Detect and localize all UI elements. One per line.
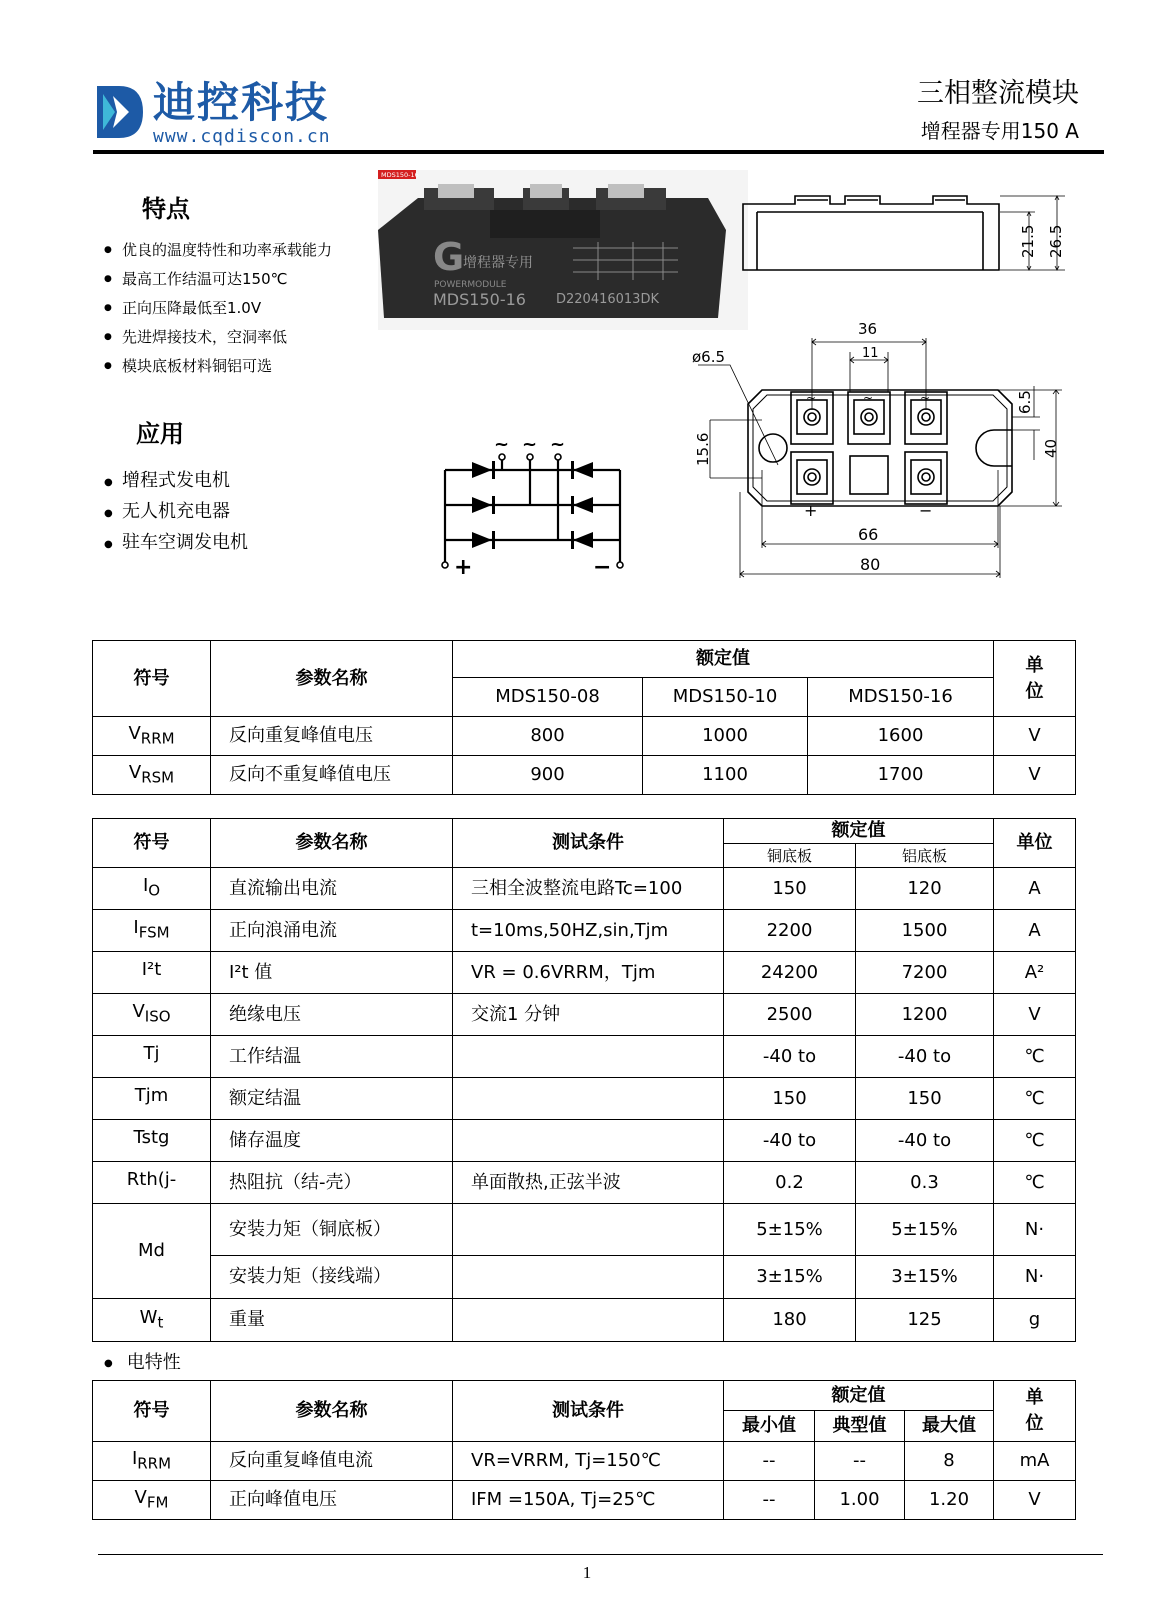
param-cell: 热阻抗（结-壳） [211,1162,453,1204]
value-cell: -- [724,1442,815,1481]
logo-url: www.cqdiscon.cn [153,126,331,147]
header-typ: 典型值 [815,1411,905,1442]
logo-mark-icon [95,82,145,142]
header-rated: 额定值 [453,641,994,678]
unit-cell: V [994,756,1076,795]
condition-cell [453,1036,724,1078]
unit-cell: A [994,910,1076,952]
value-cell: 5±15% [724,1204,856,1256]
rectifier-schematic [430,435,635,580]
param-cell: 重量 [211,1299,453,1342]
document-subtitle: 增程器专用150 A [920,119,1079,143]
value-cell: 0.2 [724,1162,856,1204]
param-cell: 安装力矩（铜底板） [211,1204,453,1256]
value-cell: 1500 [856,910,994,952]
side-view-drawing [735,178,1080,280]
value-cell: -40 to [724,1036,856,1078]
table-row [93,868,1076,910]
schematic-ac: ~ [494,435,510,455]
header-rated: 额定值 [724,1381,994,1411]
dim-hole-dia: ø6.5 [692,348,726,366]
param-cell: 反向不重复峰值电压 [211,756,453,795]
symbol-cell: $I_{RRM}$ [93,1442,211,1481]
value-cell: 24200 [724,952,856,994]
electrical-section-label: ● 电特性 [104,1352,181,1377]
header-min: 最小值 [724,1411,815,1442]
header-symbol: 符号 [93,819,211,868]
value-cell: 2200 [724,910,856,952]
symbol-cell: I²t [93,952,211,994]
dim-height-2: 26.5 [1047,224,1065,258]
ratings-table [92,640,1076,795]
symbol-cell: $W_t$ [93,1299,211,1342]
model-header: MDS150-16 [808,678,994,717]
value-cell: 150 [724,868,856,910]
symbol-cell: $V_{RRM}$ [93,717,211,756]
unit-cell: A [994,868,1076,910]
model-header: MDS150-10 [643,678,808,717]
table-row [93,756,1076,795]
unit-cell: V [994,994,1076,1036]
svg-text:G: G [433,235,465,279]
schematic-ac: ~ [522,435,538,455]
schematic-ac: ~ [550,435,566,455]
value-cell: 1100 [643,756,808,795]
value-cell: -- [815,1442,905,1481]
unit-cell: N· [994,1256,1076,1299]
table-row [93,1299,1076,1342]
table-row [93,1481,1076,1520]
value-cell: -40 to [856,1036,994,1078]
model-header: MDS150-08 [453,678,643,717]
header-param: 参数名称 [211,819,453,868]
header-unit: 单位 [994,1381,1076,1442]
symbol-cell: Rth(j- [93,1162,211,1204]
value-cell: 1000 [643,717,808,756]
symbol-cell: Tjm [93,1078,211,1120]
value-cell: 8 [905,1442,994,1481]
symbol-cell: $I_{FSM}$ [93,910,211,952]
header-rated: 额定值 [724,819,994,844]
photo-model: MDS150-16 [433,290,526,309]
symbol-cell: $V_{ISO}$ [93,994,211,1036]
value-cell: 7200 [856,952,994,994]
header-symbol: 符号 [93,641,211,717]
terminal-plus-mark: + [804,501,818,520]
terminal-ac-mark: ~ [806,391,817,405]
dim-length: 80 [860,555,881,574]
features-list [104,240,332,385]
header-rule [93,150,1104,154]
param-cell: 工作结温 [211,1036,453,1078]
schematic-minus: − [593,555,612,580]
value-cell: -40 to [856,1120,994,1162]
feature-item: ● 正向压降最低至1.0V [104,298,332,327]
electrical-table [92,1380,1076,1520]
symbol-cell: $V_{RSM}$ [93,756,211,795]
terminal-minus-mark: − [919,501,933,520]
symbol-cell: $I_O$ [93,868,211,910]
param-cell: 额定结温 [211,1078,453,1120]
value-cell: 150 [856,1078,994,1120]
max-ratings-table [92,818,1076,1342]
feature-item: ● 模块底板材料铜铝可选 [104,356,332,385]
unit-cell: N· [994,1204,1076,1256]
top-view-drawing [690,320,1090,595]
condition-cell: VR = 0.6VRRM，Tjm [453,952,724,994]
condition-cell [453,1120,724,1162]
dim-right-offset: 6.5 [1016,390,1034,414]
applications-heading: 应用 [136,420,184,448]
condition-cell: 交流1 分钟 [453,994,724,1036]
features-heading: 特点 [142,195,190,223]
table-row [93,1036,1076,1078]
condition-cell [453,1078,724,1120]
value-cell: 180 [724,1299,856,1342]
table-row [93,1204,1076,1256]
schematic-plus: + [454,555,473,580]
dim-top-span: 36 [858,320,878,338]
unit-cell: ℃ [994,1162,1076,1204]
condition-cell [453,1299,724,1342]
symbol-cell: Tstg [93,1120,211,1162]
param-cell: 安装力矩（接线端） [211,1256,453,1299]
table-row [93,717,1076,756]
header-condition: 测试条件 [453,819,724,868]
dim-hole-span: 66 [858,525,879,544]
dim-terminal-pitch: 11 [862,346,879,361]
condition-cell [453,1204,724,1256]
table-row [93,994,1076,1036]
feature-item: ● 最高工作结温可达150℃ [104,269,332,298]
terminal-ac-mark: ~ [863,391,874,405]
header-copper: 铜底板 [724,844,856,868]
value-cell: 150 [724,1078,856,1120]
table-row [93,1162,1076,1204]
table-row [93,1120,1076,1162]
unit-cell: A² [994,952,1076,994]
header-param: 参数名称 [211,641,453,717]
table-row [93,1078,1076,1120]
param-cell: 绝缘电压 [211,994,453,1036]
unit-cell: ℃ [994,1036,1076,1078]
value-cell: 120 [856,868,994,910]
page-number: 1 [582,1563,592,1582]
value-cell: 1.20 [905,1481,994,1520]
header-param: 参数名称 [211,1381,453,1442]
param-cell: 正向浪涌电流 [211,910,453,952]
dim-height-1: 21.5 [1019,224,1037,258]
photo-serial: D220416013DK [556,292,659,307]
param-cell: I²t 值 [211,952,453,994]
param-cell: 反向重复峰值电流 [211,1442,453,1481]
value-cell: -40 to [724,1120,856,1162]
param-cell: 储存温度 [211,1120,453,1162]
value-cell: 800 [453,717,643,756]
value-cell: 125 [856,1299,994,1342]
header-symbol: 符号 [93,1381,211,1442]
symbol-cell: $V_{FM}$ [93,1481,211,1520]
header-unit: 单位 [994,641,1076,717]
feature-item: ● 优良的温度特性和功率承载能力 [104,240,332,269]
table-row [93,910,1076,952]
value-cell: 1.00 [815,1481,905,1520]
terminal-ac-mark: ~ [920,391,931,405]
photo-brand: 增程器专用 [463,255,533,271]
header-unit: 单位 [994,819,1076,868]
unit-cell: V [994,1481,1076,1520]
product-photo [378,170,748,330]
application-item: ● 增程式发电机 [104,469,248,500]
dim-width: 40 [1042,438,1060,458]
header-max: 最大值 [905,1411,994,1442]
symbol-cell: Tj [93,1036,211,1078]
condition-cell: t=10ms,50HZ,sin,Tjm [453,910,724,952]
symbol-cell: Md [93,1204,211,1299]
photo-tag: MDS150-16 [381,171,419,179]
application-item: ● 无人机充电器 [104,500,248,531]
condition-cell: 单面散热,正弦半波 [453,1162,724,1204]
header-aluminum: 铝底板 [856,844,994,868]
applications-list [104,469,248,562]
value-cell: 3±15% [724,1256,856,1299]
value-cell: 1700 [808,756,994,795]
photo-powermodule: POWERMODULE [434,280,507,290]
condition-cell: 三相全波整流电路Tc=100 [453,868,724,910]
max-ratings-rows [93,868,1076,1204]
value-cell: 1600 [808,717,994,756]
param-cell: 反向重复峰值电压 [211,717,453,756]
unit-cell: ℃ [994,1120,1076,1162]
feature-item: ● 先进焊接技术，空洞率低 [104,327,332,356]
application-item: ● 驻车空调发电机 [104,531,248,562]
param-cell: 正向峰值电压 [211,1481,453,1520]
table-row [93,1256,1076,1299]
param-cell: 直流输出电流 [211,868,453,910]
condition-cell: IFM =150A, Tj=25℃ [453,1481,724,1520]
unit-cell: ℃ [994,1078,1076,1120]
value-cell: 900 [453,756,643,795]
value-cell: 5±15% [856,1204,994,1256]
table-row [93,1442,1076,1481]
value-cell: -- [724,1481,815,1520]
header-condition: 测试条件 [453,1381,724,1442]
value-cell: 1200 [856,994,994,1036]
document-title: 三相整流模块 [917,78,1079,109]
table-row [93,952,1076,994]
unit-cell: mA [994,1442,1076,1481]
value-cell: 3±15% [856,1256,994,1299]
condition-cell [453,1256,724,1299]
value-cell: 0.3 [856,1162,994,1204]
dim-left-height: 15.6 [694,432,712,466]
value-cell: 2500 [724,994,856,1036]
logo-name: 迪控科技 [153,78,330,127]
unit-cell: g [994,1299,1076,1342]
condition-cell: VR=VRRM, Tj=150℃ [453,1442,724,1481]
unit-cell: V [994,717,1076,756]
footer-rule [98,1554,1103,1555]
